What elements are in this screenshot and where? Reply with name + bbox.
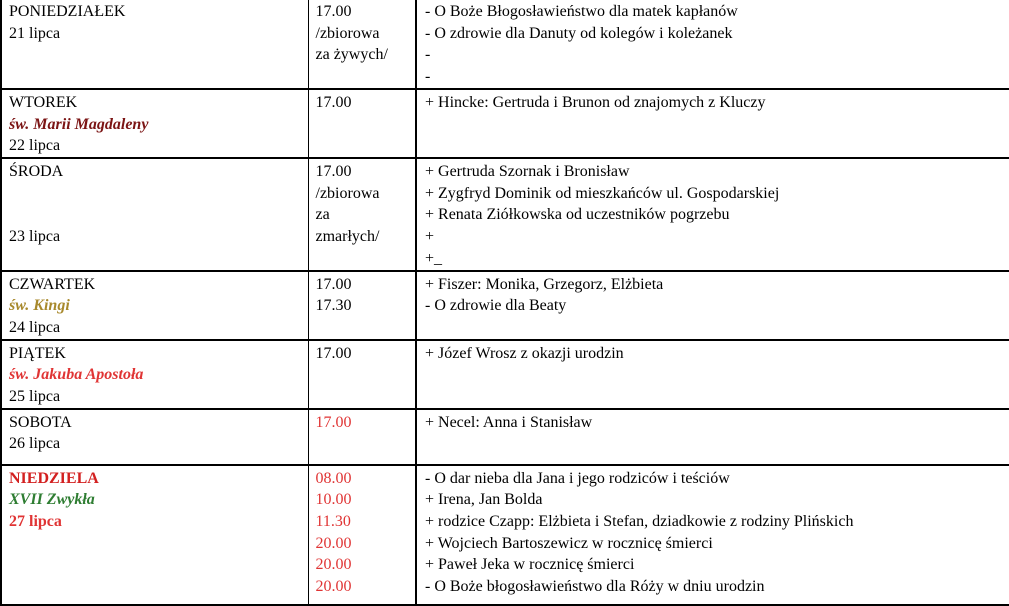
day-date: 27 lipca	[9, 513, 62, 530]
mass-time-note: za żywych/	[315, 46, 388, 64]
day-name: PIĄTEK	[9, 344, 66, 362]
mass-time: 17.00	[315, 3, 352, 20]
day-name: ŚRODA	[9, 163, 64, 181]
intention: - O Boże Błogosławieństwo dla matek kapłanów	[425, 3, 738, 20]
mass-time: 10.00	[315, 491, 352, 509]
table-row	[1, 271, 1009, 340]
mass-time: 17.30	[315, 297, 352, 315]
intention: + Wojciech Bartoszewicz w rocznicę śmierci	[425, 534, 713, 552]
mass-time: 17.00	[315, 413, 352, 431]
intention: +	[425, 228, 435, 246]
day-date: 26 lipca	[9, 435, 61, 453]
table-row	[1, 340, 1009, 409]
mass-time-note: zmarłych/	[315, 228, 380, 246]
mass-time-note: /zbiorowa	[315, 184, 380, 202]
intention: + Hincke: Gertruda i Brunon od znajomych z Kluczy	[425, 94, 766, 111]
intention: + Zygfryd Dominik od mieszkańców ul. Gospodarskiej	[425, 184, 780, 202]
feast-name: św. Marii Magdaleny	[9, 115, 149, 133]
time-cell	[308, 0, 416, 89]
day-name: WTOREK	[9, 94, 78, 111]
table-row	[1, 89, 1009, 158]
intention-cell	[416, 340, 1009, 409]
time-cell	[308, 271, 416, 340]
feast-name: św. Jakuba Apostoła	[9, 366, 144, 384]
day-date: 25 lipca	[9, 387, 61, 405]
day-date: 22 lipca	[9, 137, 61, 155]
intention-cell	[416, 409, 1009, 465]
table-row	[1, 0, 1009, 89]
day-name: CZWARTEK	[9, 275, 96, 293]
time-cell	[308, 158, 416, 270]
day-cell	[1, 409, 308, 465]
day-cell	[1, 340, 308, 409]
intention: - O Boże błogosławieństwo dla Róży w dniu urodzin	[425, 578, 765, 596]
time-cell	[308, 465, 416, 605]
day-date: 21 lipca	[9, 24, 61, 42]
intention-cell	[416, 465, 1009, 605]
table-row	[1, 409, 1009, 465]
day-date: 23 lipca	[9, 228, 61, 246]
intention: + Józef Wrosz z okazji urodzin	[425, 344, 624, 362]
intention: + Necel: Anna i Stanisław	[425, 413, 593, 431]
mass-time-note: /zbiorowa	[315, 24, 380, 42]
mass-time: 20.00	[315, 556, 352, 574]
feast-name: św. Kingi	[9, 297, 70, 315]
intention: + rodzice Czapp: Elżbieta i Stefan, dziadkowie z rodziny Plińskich	[425, 513, 854, 530]
day-date: 24 lipca	[9, 318, 61, 336]
intention-cell	[416, 0, 1009, 89]
intention: + Irena, Jan Bolda	[425, 491, 543, 509]
day-name: PONIEDZIAŁEK	[9, 3, 126, 20]
mass-time: 17.00	[315, 94, 352, 111]
mass-time: 17.00	[315, 275, 352, 293]
intention: + Fiszer: Monika, Grzegorz, Elżbieta	[425, 275, 664, 293]
mass-time: 11.30	[315, 513, 351, 530]
day-name: NIEDZIELA	[9, 469, 99, 487]
day-cell	[1, 89, 308, 158]
intention: -	[425, 68, 431, 86]
mass-time: 17.00	[315, 163, 352, 181]
feast-name: XVII Zwykła	[9, 491, 95, 509]
intention-cell	[416, 158, 1009, 270]
time-cell	[308, 340, 416, 409]
day-name: SOBOTA	[9, 413, 72, 431]
table-row	[1, 158, 1009, 270]
intention: - O dar nieba dla Jana i jego rodziców i teściów	[425, 469, 730, 487]
mass-time: 17.00	[315, 344, 352, 362]
table-row	[1, 465, 1009, 605]
mass-time: 20.00	[315, 578, 352, 596]
time-cell	[308, 89, 416, 158]
intention: + Renata Ziółkowska od uczestników pogrzebu	[425, 206, 730, 224]
intention-cell	[416, 271, 1009, 340]
intention: - O zdrowie dla Danuty od kolegów i koleżanek	[425, 24, 733, 42]
day-cell	[1, 158, 308, 270]
day-cell	[1, 0, 308, 89]
intention: - O zdrowie dla Beaty	[425, 297, 567, 315]
mass-time: 20.00	[315, 534, 352, 552]
day-cell	[1, 465, 308, 605]
day-cell	[1, 271, 308, 340]
time-cell	[308, 409, 416, 465]
intention: +_	[425, 249, 443, 267]
intention: -	[425, 46, 431, 64]
intention-cell	[416, 89, 1009, 158]
intention: + Paweł Jeka w rocznicę śmierci	[425, 556, 635, 574]
intention: + Gertruda Szornak i Bronisław	[425, 163, 630, 181]
mass-time-note: za	[315, 206, 330, 224]
mass-time: 08.00	[315, 469, 352, 487]
